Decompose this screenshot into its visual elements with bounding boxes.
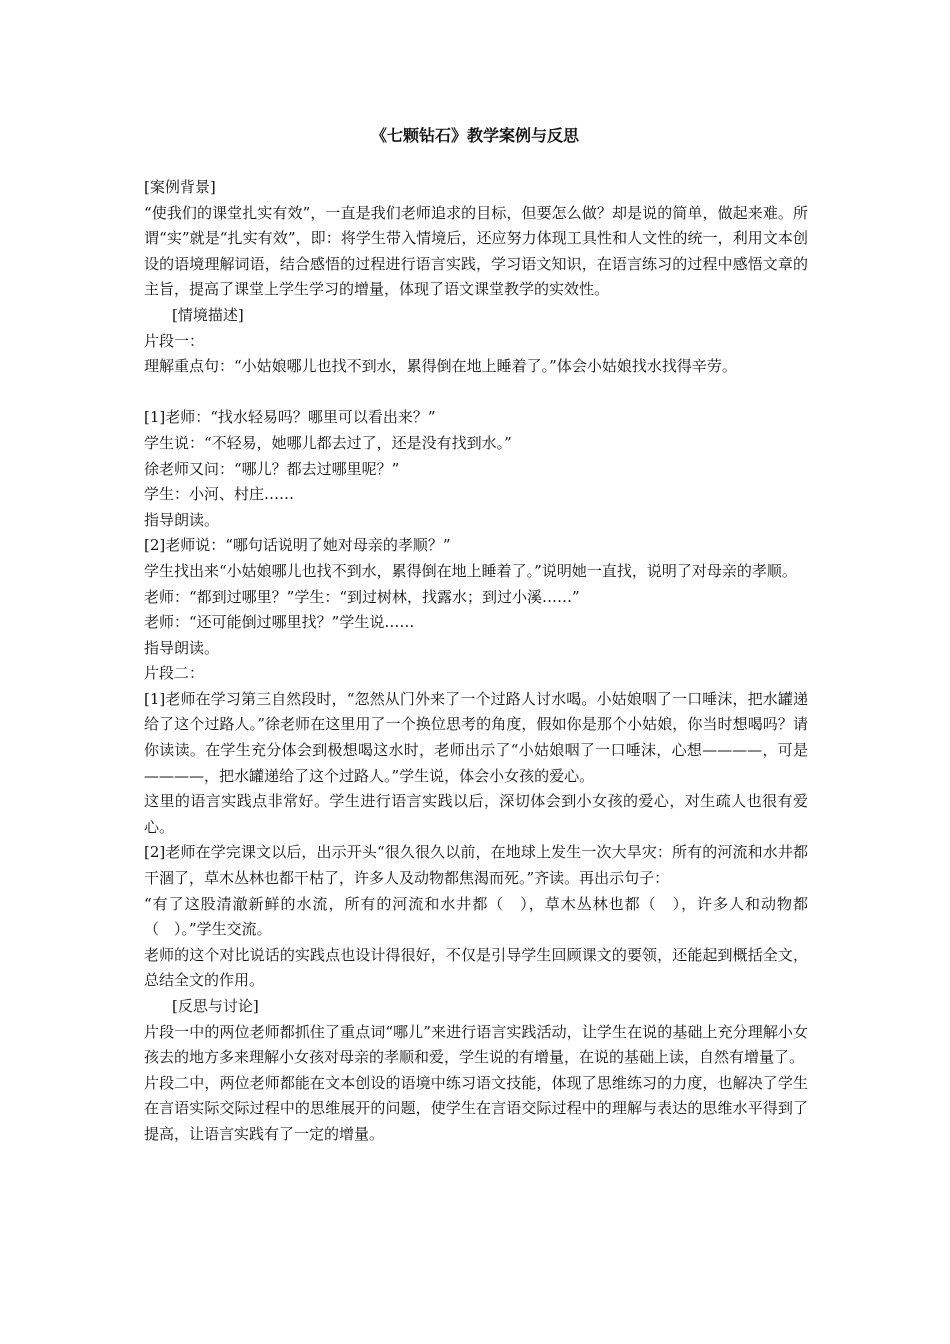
paragraph: “有了这股清澈新鲜的水流，所有的河流和水井都（ ），草木丛林也都（ ），许多人和动物都（ ）。”学生交流。	[144, 894, 808, 939]
paragraph: 学生找出来“小姑娘哪儿也找不到水，累得倒在地上睡着了。”说明她一直找，说明了对母亲的孝顺。	[144, 561, 797, 580]
section-heading-situation: [情境描述]	[172, 305, 244, 324]
paragraph: 指导朗读。	[144, 638, 220, 657]
paragraph: 老师：“还可能倒过哪里找？”学生说……	[144, 613, 415, 632]
paragraph: [2]老师说：“哪句话说明了她对母亲的孝顺？”	[144, 536, 451, 555]
paragraph: 片段二：	[144, 664, 205, 683]
paragraph: 徐老师又问：“哪儿？都去过哪里呢？”	[144, 459, 400, 478]
paragraph: 学生：小河、村庄……	[144, 485, 295, 504]
section-heading-reflection: [反思与讨论]	[172, 997, 259, 1015]
paragraph: 这里的语言实践点非常好。学生进行语言实践以后，深切体会到小女孩的爱心，对生疏人也很有爱心。	[144, 792, 808, 836]
paragraph: [2]老师在学完课文以后，出示开头“很久很久以前，在地球上发生一次大旱灾：所有的河流和水井都干涸了，草木丛林也都干枯了，许多人及动物都焦渴而死。”齐读。再出示句子：	[144, 843, 808, 888]
document-body	[144, 175, 808, 1148]
paragraph: 老师的这个对比说话的实践点也设计得很好，不仅是引导学生回顾课文的要领，还能起到概括全文，总结全文的作用。	[144, 945, 808, 990]
paragraph: [1]老师：“找水轻易吗？哪里可以看出来？”	[144, 408, 436, 427]
paragraph: 片段一：	[144, 331, 205, 350]
paragraph: 片段二中，两位老师都能在文本创设的语境中练习语文技能，体现了思维练习的力度，也解决了学生在言语实际交际过程中的思维展开的问题，使学生在言语交际过程中的理解与表达的思维水平得到了提高，让语言实践有了一定的增量。	[144, 1073, 808, 1143]
paragraph: [1]老师在学习第三自然段时，“忽然从门外来了一个过路人讨水喝。小姑娘咽了一口唾沫，把水罐递给了这个过路人。”徐老师在这里用了一个换位思考的角度，假如你是那个小姑娘，你当时想喝吗？请你读读。在学生充分体会到极想喝这水时，老师出示了“小姑娘咽了一口唾沫，心想————，可是————，把水罐递给了这个过路人。”学生说，体会小女孩的爱心。	[144, 689, 808, 785]
paragraph: 指导朗读。	[144, 510, 220, 529]
paragraph: “使我们的课堂扎实有效”，一直是我们老师追求的目标，但要怎么做？却是说的简单，做起来难。所谓“实”就是“扎实有效”，即：将学生带入情境后，还应努力体现工具性和人文性的统一，利用文本创设的语境理解词语，结合感悟的过程进行语言实践，学习语文知识，在语言练习的过程中感悟文章的主旨，提高了课堂上学生学习的增量，体现了语文课堂教学的实效性。	[144, 203, 808, 299]
paragraph: 学生说：“不轻易，她哪儿都去过了，还是没有找到水。”	[144, 433, 512, 452]
blank-line	[144, 380, 808, 406]
paragraph: 理解重点句：“小姑娘哪儿也找不到水，累得倒在地上睡着了。”体会小姑娘找水找得辛劳。	[144, 357, 737, 376]
document-title: 《七颗钻石》教学案例与反思	[370, 126, 579, 145]
paragraph: 老师：“都到过哪里？”学生：“到过树林，找露水；到过小溪……”	[144, 587, 580, 606]
section-heading-background: [案例背景]	[144, 178, 216, 196]
paragraph: 片段一中的两位老师都抓住了重点词“哪儿”来进行语言实践活动，让学生在说的基础上充分理解小女孩去的地方多来理解小女孩对母亲的孝顺和爱，学生说的有增量，在说的基础上读，自然有增量了。	[144, 1022, 808, 1067]
